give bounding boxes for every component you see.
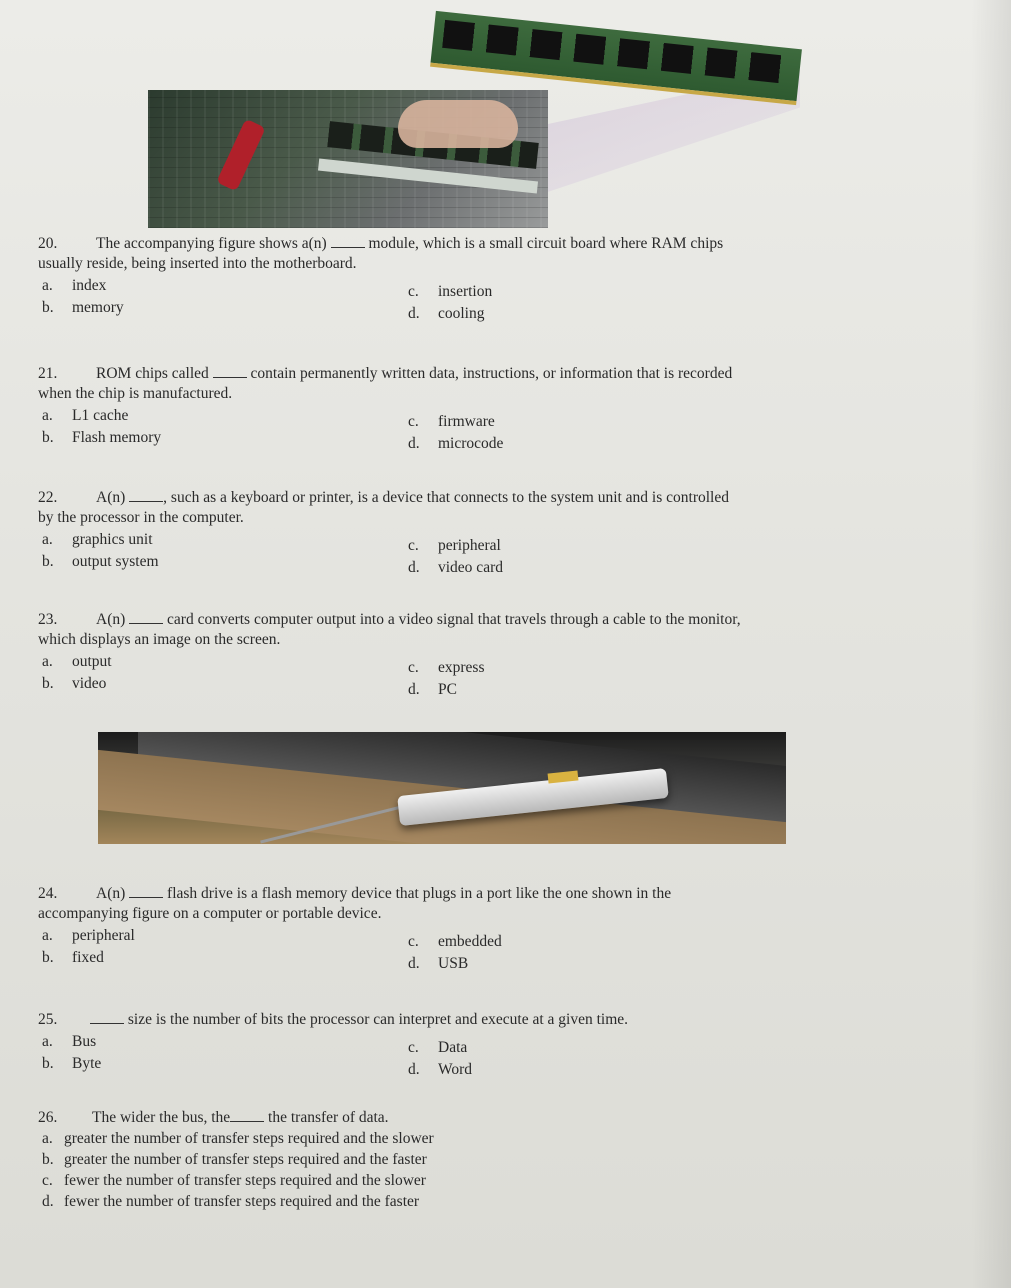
option-d[interactable]: d. video card — [408, 559, 503, 576]
question-number: 22. — [38, 489, 58, 506]
question-stem-start: A(n) — [96, 885, 126, 902]
option-c[interactable]: c. Data — [408, 1039, 468, 1056]
option-a[interactable]: a. greater the number of transfer steps required and the slower — [42, 1130, 434, 1147]
option-d[interactable]: d. cooling — [408, 305, 485, 322]
options — [38, 1032, 628, 1076]
option-a[interactable]: a. L1 cache — [42, 407, 129, 424]
question-stem-start: The wider the bus, the — [92, 1109, 231, 1126]
answer-blank — [230, 1109, 264, 1122]
option-b[interactable]: b. fixed — [42, 949, 104, 966]
options — [38, 530, 729, 574]
question-21 — [38, 364, 732, 450]
question-stem-line2: accompanying figure on a computer or portable device. — [38, 905, 382, 922]
answer-blank — [213, 365, 247, 378]
answer-blank — [129, 489, 163, 502]
answer-blank — [129, 885, 163, 898]
options — [38, 276, 723, 320]
question-number: 23. — [38, 611, 58, 628]
question-stem-end: flash drive is a flash memory device that plugs in a port like the one shown in the — [167, 885, 672, 902]
option-c[interactable]: c. fewer the number of transfer steps required and the slower — [42, 1172, 426, 1189]
option-d[interactable]: d. PC — [408, 681, 457, 698]
motherboard-image — [148, 90, 548, 228]
question-24 — [38, 884, 671, 970]
question-22 — [38, 488, 729, 574]
option-c[interactable]: c. insertion — [408, 283, 493, 300]
options — [38, 406, 732, 450]
answer-blank — [129, 611, 163, 624]
option-a[interactable]: a. index — [42, 277, 107, 294]
option-d[interactable]: d. fewer the number of transfer steps required and the faster — [42, 1193, 420, 1210]
question-stem-start: ROM chips called — [96, 365, 209, 382]
option-a[interactable]: a. peripheral — [42, 927, 135, 944]
question-stem-line2: when the chip is manufactured. — [38, 385, 233, 402]
options — [38, 1128, 434, 1212]
question-stem-start: The accompanying figure shows a(n) — [96, 235, 327, 252]
option-b[interactable]: b. memory — [42, 299, 124, 316]
question-stem-end: module, which is a small circuit board where RAM chips — [368, 235, 724, 252]
option-a[interactable]: a. output — [42, 653, 112, 670]
question-stem-end: card converts computer output into a video signal that travels through a cable to the monitor, — [167, 611, 741, 628]
question-stem-end: the transfer of data. — [268, 1109, 389, 1126]
answer-blank — [90, 1011, 124, 1024]
question-number: 20. — [38, 235, 58, 252]
question-stem-line2: usually reside, being inserted into the motherboard. — [38, 255, 357, 272]
option-c[interactable]: c. embedded — [408, 933, 502, 950]
question-number: 24. — [38, 885, 58, 902]
question-stem-start: A(n) — [96, 489, 126, 506]
question-25 — [38, 1010, 628, 1076]
option-d[interactable]: d. Word — [408, 1061, 473, 1078]
question-stem-end: size is the number of bits the processor can interpret and execute at a given time. — [127, 1011, 628, 1028]
option-a[interactable]: a. Bus — [42, 1033, 97, 1050]
option-d[interactable]: d. USB — [408, 955, 469, 972]
option-a[interactable]: a. graphics unit — [42, 531, 153, 548]
option-c[interactable]: c. peripheral — [408, 537, 501, 554]
question-23 — [38, 610, 741, 696]
question-stem-end: contain permanently written data, instructions, or information that is recorded — [250, 365, 733, 382]
question-number: 26. — [38, 1109, 58, 1126]
question-stem-end: , such as a keyboard or printer, is a device that connects to the system unit and is controlled — [163, 489, 729, 506]
option-d[interactable]: d. microcode — [408, 435, 504, 452]
question-20 — [38, 234, 723, 320]
question-26 — [38, 1108, 434, 1212]
options — [38, 926, 671, 970]
option-b[interactable]: b. greater the number of transfer steps required and the faster — [42, 1151, 427, 1168]
question-stem-line2: which displays an image on the screen. — [38, 631, 281, 648]
option-b[interactable]: b. Byte — [42, 1055, 102, 1072]
question-number: 21. — [38, 365, 58, 382]
option-b[interactable]: b. video — [42, 675, 107, 692]
question-stem-start: A(n) — [96, 611, 126, 628]
option-b[interactable]: b. output system — [42, 553, 159, 570]
option-c[interactable]: c. express — [408, 659, 485, 676]
option-b[interactable]: b. Flash memory — [42, 429, 162, 446]
question-number: 25. — [38, 1011, 58, 1028]
question-stem-line2: by the processor in the computer. — [38, 509, 244, 526]
options — [38, 652, 741, 696]
answer-blank — [331, 235, 365, 248]
usb-port-image — [98, 732, 786, 844]
page-shadow — [971, 0, 1011, 1288]
option-c[interactable]: c. firmware — [408, 413, 495, 430]
